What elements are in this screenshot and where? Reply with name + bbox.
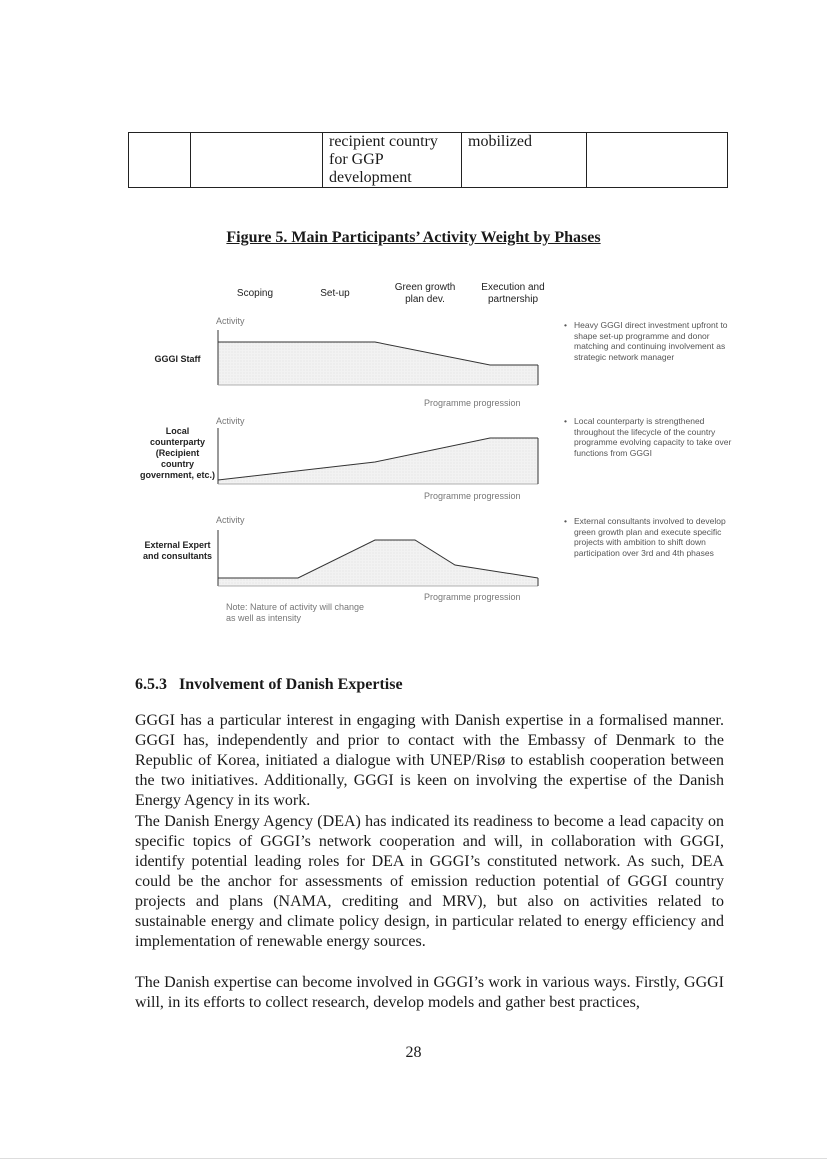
y-axis-label: Activity [216,416,245,426]
page-number: 28 [405,1044,422,1061]
table-cell [587,133,728,188]
figure-title: Figure 5. Main Participants’ Activity Weight by Phases [226,229,601,246]
table-cell: mobilized [462,133,587,188]
section-heading: 6.5.3 Involvement of Danish Expertise [135,676,403,693]
local-counterparty-curve [218,428,538,484]
table-cell: recipient country for GGP development [323,133,462,188]
paragraph: The Danish expertise can become involved in GGGI’s work in various ways. Firstly, GGGI will, in its efforts to collect research, develop models and gather best practices, [135,974,724,1011]
figure-note: Note: Nature of activity will change as well as intensity [226,602,365,623]
y-axis-label: Activity [216,515,245,525]
phase-label: Set-up [320,288,350,299]
bullet-external-experts: • External consultants involved to develop green growth plan and execute specific projects with ambition to shift down participation over 3rd and 4th phases [564,516,726,558]
phase-label: Execution and partnership [481,282,545,305]
paragraph: GGGI has a particular interest in engaging with Danish expertise in a formalised manner. GGGI has, independently and prior to contact with the Embassy of Denmark to the Republic of Korea, initiated a dialogue with UNEP/Risø to establish cooperation between the two initiatives. Additionally, GGGI is keen on involving the expertise of the Danish Energy Agency in its work. [135,712,724,809]
row-label-external-experts: External Expert and consultants [142,540,212,561]
x-axis-label: Programme progression [424,592,521,602]
continuation-table [128,132,728,188]
bullet-local-counterparty: • Local counterparty is strengthened throughout the lifecycle of the country programme evolving capacity to take over functions from GGGI [564,416,732,458]
phase-label: Green growth plan dev. [394,282,456,305]
phase-label: Scoping [236,288,274,299]
bullet-text: Local counterparty is strengthened throughout the lifecycle of the country programme evolving capacity to take over functions from GGGI [574,416,732,458]
row-label-gggi-staff: GGGI Staff [154,354,201,364]
gggi-staff-curve [218,330,538,385]
bullet-gggi-staff: • Heavy GGGI direct investment upfront to shape set-up programme and donor matching and continuing involvement as strategic network manager [564,320,728,362]
bullet-text: External consultants involved to develop green growth plan and execute specific projects with ambition to shift down participation over 3rd and 4th phases [574,516,726,558]
table-row [129,133,728,188]
external-experts-curve [218,530,538,586]
table-cell [191,133,323,188]
footer-divider [0,1158,827,1159]
bullet-text: Heavy GGGI direct investment upfront to shape set-up programme and donor matching and continuing involvement as strategic network manager [574,320,728,362]
x-axis-label: Programme progression [424,491,521,501]
row-label-local-counterparty: Local counterparty (Recipient country government, etc.) [140,426,216,480]
table-cell [129,133,191,188]
paragraph: The Danish Energy Agency (DEA) has indicated its readiness to become a lead capacity on specific topics of GGGI’s network cooperation and will, in collaboration with GGGI, identify potential leading roles for DEA in GGGI’s constituted network. As such, DEA could be the anchor for assessments of emission reduction potential of GGGI country projects and plans (NAMA, crediting and MRV), but also on activities related to sustainable energy and climate policy design, in particular related to energy efficiency and implementation of renewable energy sources. [135,813,724,950]
y-axis-label: Activity [216,316,245,326]
x-axis-label: Programme progression [424,398,521,408]
